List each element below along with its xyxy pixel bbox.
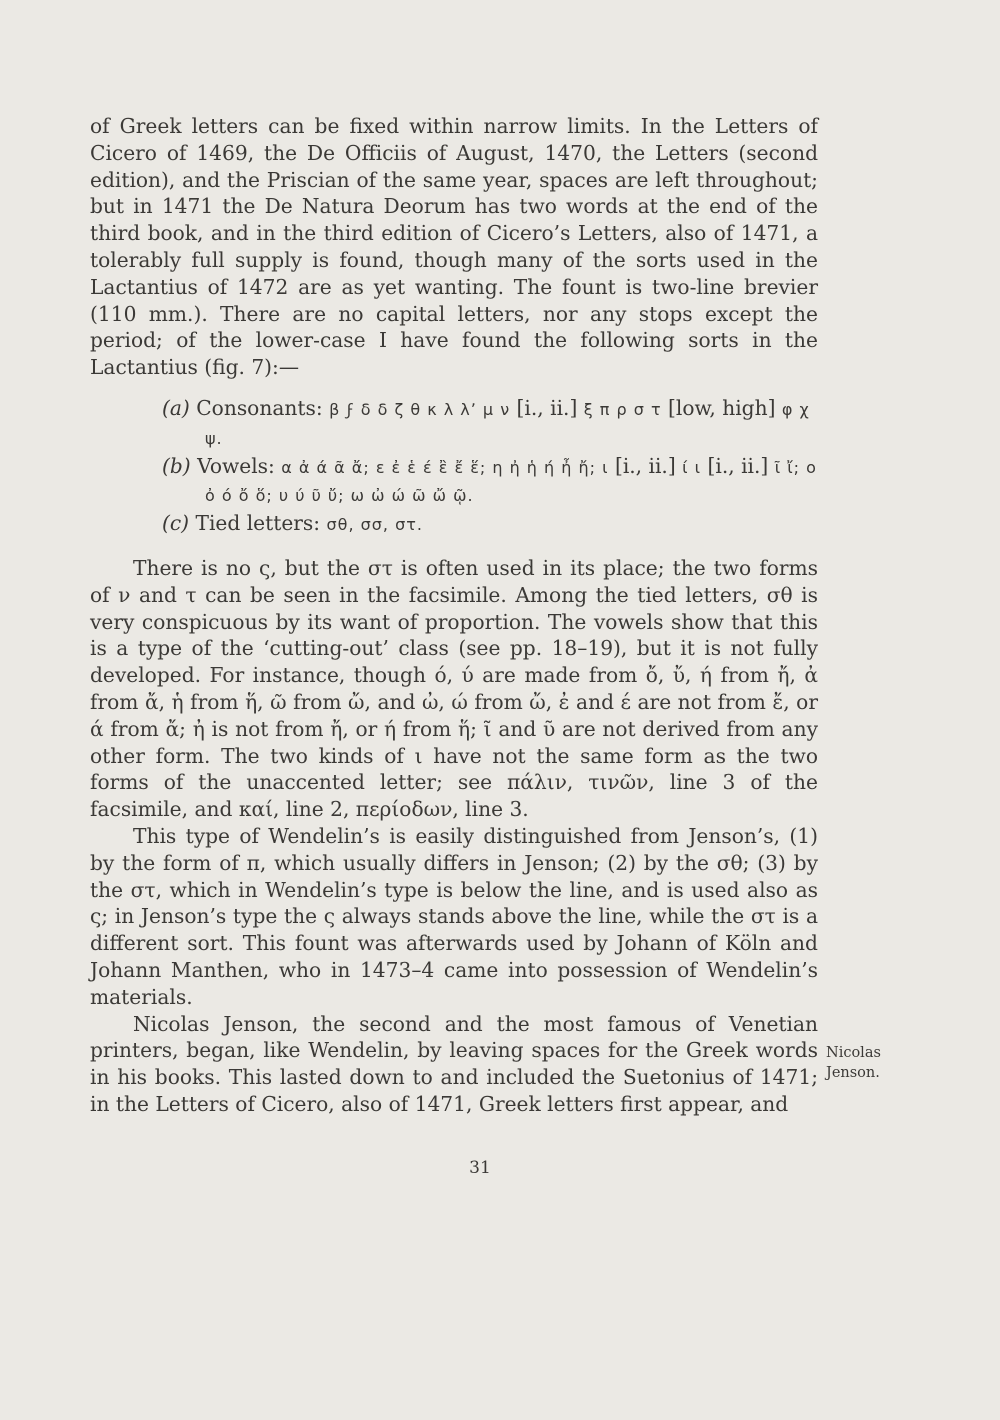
greek-sorts: ῖ ἴ; ο ὀ ό ὄ ὅ; υ ύ ῦ ὔ; ω ὠ ώ ῶ ὤ ῷ.	[205, 457, 817, 506]
paragraph-2: There is no ς, but the στ is often used in its place; the two forms of ν and τ can be seen in the facsimile. Among the tied letters, σθ is very conspicuous by its want of proportion. The vowels show that this is a type of the ‘cutting-out’ class (see pp. 18–19), but it is not fully developed. For instance, though ό, ύ are made from ὄ, ὔ, ή from ἤ, ἀ from ἄ, ἡ from ἥ, ῶ from ὤ, and ὠ, ώ from ὤ, ἐ and έ are not from ἔ, or ά from ἄ; ἠ is not from ἤ, or ή from ἥ; ῖ and ῦ are not derived from any other form. The two kinds of ι have not the same form as the two forms of the unaccented letter; see πάλιν, τινῶν, line 3 of the facsimile, and καί, line 2, περίοδων, line 3.	[90, 555, 818, 822]
paragraph-3: This type of Wendelin’s is easily distinguished from Jenson’s, (1) by the form of π, which usually differs in Jenson; (2) by the σθ; (3) by the στ, which in Wendelin’s type is below the line, and is used also as ς; in Jenson’s type the ς always stands above the line, while the στ is a different sort. This fount was afterwards used by Johann of Köln and Johann Manthen, who in 1473–4 came into possession of Wendelin’s materials.	[90, 823, 818, 1009]
list-key: (b)	[162, 453, 191, 478]
body-text	[90, 113, 818, 1118]
greek-sorts: ξ π ρ σ τ	[583, 399, 662, 419]
list-item-consonants	[90, 395, 818, 453]
list-label: Consonants:	[196, 395, 323, 420]
list-note: [i., ii.]	[516, 395, 578, 420]
greek-sorts: σθ, σσ, στ.	[326, 515, 423, 535]
margin-note-line: Jenson.	[826, 1065, 880, 1081]
greek-sorts: ί ι	[682, 457, 702, 477]
list-key: (c)	[162, 511, 190, 536]
list-note: [i., ii.]	[614, 453, 676, 478]
paragraph-4: Nicolas Jenson, the second and the most famous of Venetian printers, began, like Wendelin, by leaving spaces for the Greek words in his books. This lasted down to and included the Suetonius of 1471; in the Letters of Cicero, also of 1471, Greek letters first appear, and	[90, 1011, 818, 1116]
list-note: [i., ii.]	[707, 453, 769, 478]
list-note: [low, high]	[668, 395, 776, 420]
greek-sorts: φ χ ψ.	[205, 399, 810, 448]
margin-note-line: Nicolas	[826, 1045, 881, 1061]
greek-sorts: α ἀ ά ᾶ ἄ; ε ἐ ἑ έ ἒ ἔ ἕ; η ἠ ἡ ή ἦ ἤ; ι	[281, 457, 609, 477]
letter-list	[90, 395, 818, 539]
margin-note	[826, 1043, 906, 1083]
page-number-text: 31	[469, 1158, 491, 1178]
list-item-tied-letters	[90, 510, 818, 539]
list-label: Vowels:	[197, 453, 275, 478]
paragraph-1: of Greek letters can be fixed within narrow limits. In the Letters of Cicero of 1469, the De Officiis of August, 1470, the Letters (second edition), and the Priscian of the same year, spaces are left throughout; but in 1471 the De Natura Deorum has two words at the end of the third book, and in the third edition of Cicero’s Letters, also of 1471, a tolerably full supply is found, though many of the sorts used in the Lactantius of 1472 are as yet wanting. The fount is two-line brevier (110 mm.). There are no capital letters, nor any stops except the period; of the lower-case I have found the following sorts in the Lactantius (fig. 7):—	[90, 114, 818, 380]
list-item-vowels	[90, 453, 818, 511]
greek-sorts: β ϝ δ δ ζ θ κ λ λʼ μ ν	[329, 399, 511, 419]
list-key: (a)	[162, 395, 190, 420]
page-number	[0, 1158, 1000, 1178]
list-label: Tied letters:	[195, 511, 321, 536]
